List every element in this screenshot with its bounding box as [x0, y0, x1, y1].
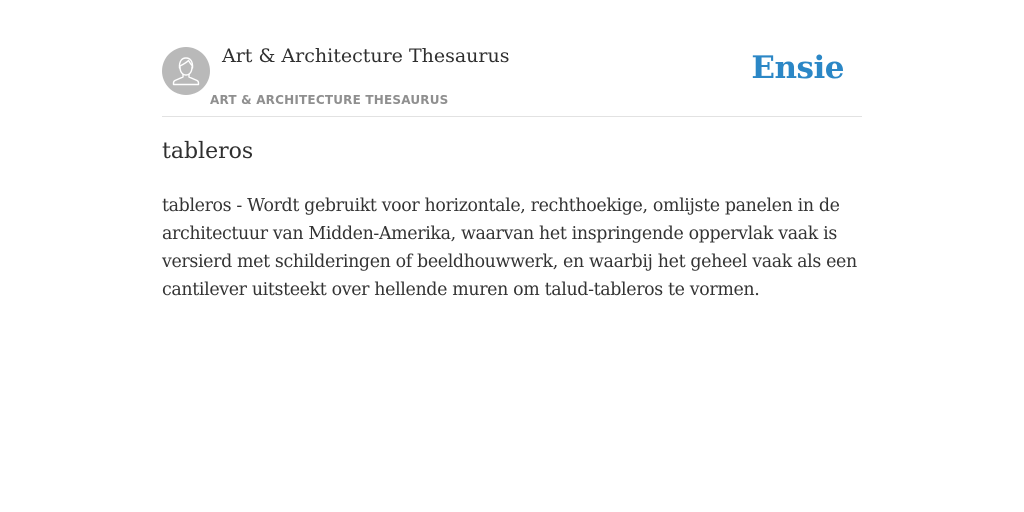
- author-avatar[interactable]: [162, 47, 210, 95]
- term-title: tableros: [162, 139, 254, 164]
- site-title[interactable]: Art & Architecture Thesaurus: [222, 45, 510, 67]
- header: [162, 40, 862, 117]
- brand-logo[interactable]: Ensie: [751, 50, 844, 86]
- site-subtitle[interactable]: ART & ARCHITECTURE THESAURUS: [210, 93, 449, 107]
- term-definition: tableros - Wordt gebruikt voor horizontale, rechthoekige, omlijste panelen in de architectuur van Midden-Amerika, waarvan het inspringende oppervlak vaak is versierd met schilderingen of beeldhouwwerk, en waarbij het geheel vaak als een cantilever uitsteekt over hellende muren om talud-tableros te vormen.: [162, 196, 857, 300]
- user-silhouette-icon: [162, 47, 210, 95]
